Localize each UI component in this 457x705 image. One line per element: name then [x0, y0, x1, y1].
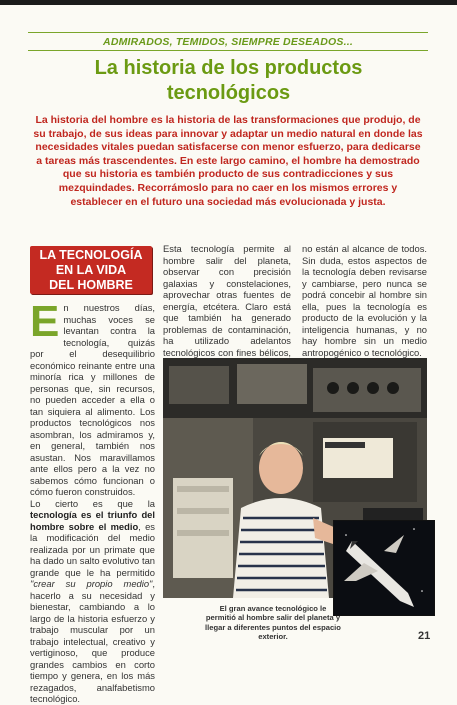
column3-text: no están al alcance de todos. Sin duda, estos aspectos de la tecnología deben revisarse y cambiarse, pero nunca se podrá concebir al hombre sin ella, pues la tecnología es producto de la evolución y la inteligencia humanas, y no hay hombre sin un medio antropogénico o tecnológico.	[302, 243, 427, 358]
column1-p2-end: , hacerlo a su necesidad y bienestar, cambiando a lo largo de la historia esfuerzo y trabajo muscular por un trabajo intelectual, creativo y vertiginoso, que produce grandes cambios en corto tiempo y genera, en los más rezagados, analfabetismo tecnológico.	[30, 578, 155, 704]
section-heading-line-1: LA TECNOLOGÍA	[39, 247, 143, 262]
column1-paragraph-1	[30, 297, 155, 498]
column2-text: Esta tecnología permite al hombre salir del planeta, observar con precisión galaxias y constelaciones, aprovechar otras fuentes de energía, etcétera. Claro está que también ha generado problemas de contaminación, ha utilizado adelantos tecnológicos con fines bélicos,	[163, 243, 291, 358]
page-title	[20, 56, 437, 106]
section-heading-line-2: EN LA VIDA	[55, 262, 127, 277]
column1-p2-italic: "crear su propio medio"	[30, 578, 153, 589]
figure-caption-text: El gran avance tecnológico le permitió al hombre salir del planeta y llegar a diferentes puntos del espacio exterior.	[205, 604, 341, 642]
section-heading-line-3: DEL HOMBRE	[49, 277, 133, 292]
page-number: 21	[418, 630, 431, 642]
drop-cap: E	[30, 297, 60, 346]
intro-text: La historia del hombre es la historia de las transformaciones que produjo, de su trabajo, de sus ideas para innovar y adaptar un medio natural en donde las necesidades vitales puedan satisfacerse con menor esfuerzo, para dedicarse a tareas más trascendentes. En este largo camino, el hombre ha demostrado que su historia es también producto de sus contradicciones y sus mezquindades. Recorrámoslo para no caer en los mismos errores y establecer en el futuro una sociedad más evolucionada y justa.	[33, 114, 423, 208]
column1-p1-text: n nuestros días, muchas voces se levantan contra la tecnología, quizás por el desequilibrio económico reinante entre una minoría rica y millones de personas que, sin recursos, no pueden acceder a ella o tan siquiera al alimento. Los productos tecnológicos nos asombran, los admiramos y, en general, también nos asustan. Nos maravillamos ante ellos pero a la vez no sabemos cómo funcionan o cómo fueron construidos.	[30, 302, 155, 497]
title-line-2: tecnológicos	[166, 82, 291, 104]
column1-p2-bold: tecnología es el triunfo del hombre sobre el medio	[30, 509, 155, 532]
column1-p2-start: Lo cierto es que la	[30, 497, 155, 509]
column1-p2-mid: , es la modificación del medio realizada por un primate que ha dado un salto evolutivo tan grande que le ha permitido	[30, 520, 155, 578]
top-rule	[0, 0, 457, 5]
space-shuttle-inset	[333, 520, 435, 616]
intro-paragraph	[32, 114, 424, 209]
strap-text: ADMIRADOS, TEMIDOS, SIEMPRE DESEADOS...	[103, 35, 353, 48]
text-column-3	[302, 243, 427, 358]
title-line-1: La historia de los productos	[94, 57, 363, 79]
section-heading-box	[30, 246, 152, 294]
figure-caption	[205, 604, 341, 642]
text-column-1	[30, 297, 155, 705]
space-shuttle-illustration	[334, 521, 434, 615]
column1-paragraph-2	[30, 498, 155, 705]
section-strap	[28, 32, 428, 51]
